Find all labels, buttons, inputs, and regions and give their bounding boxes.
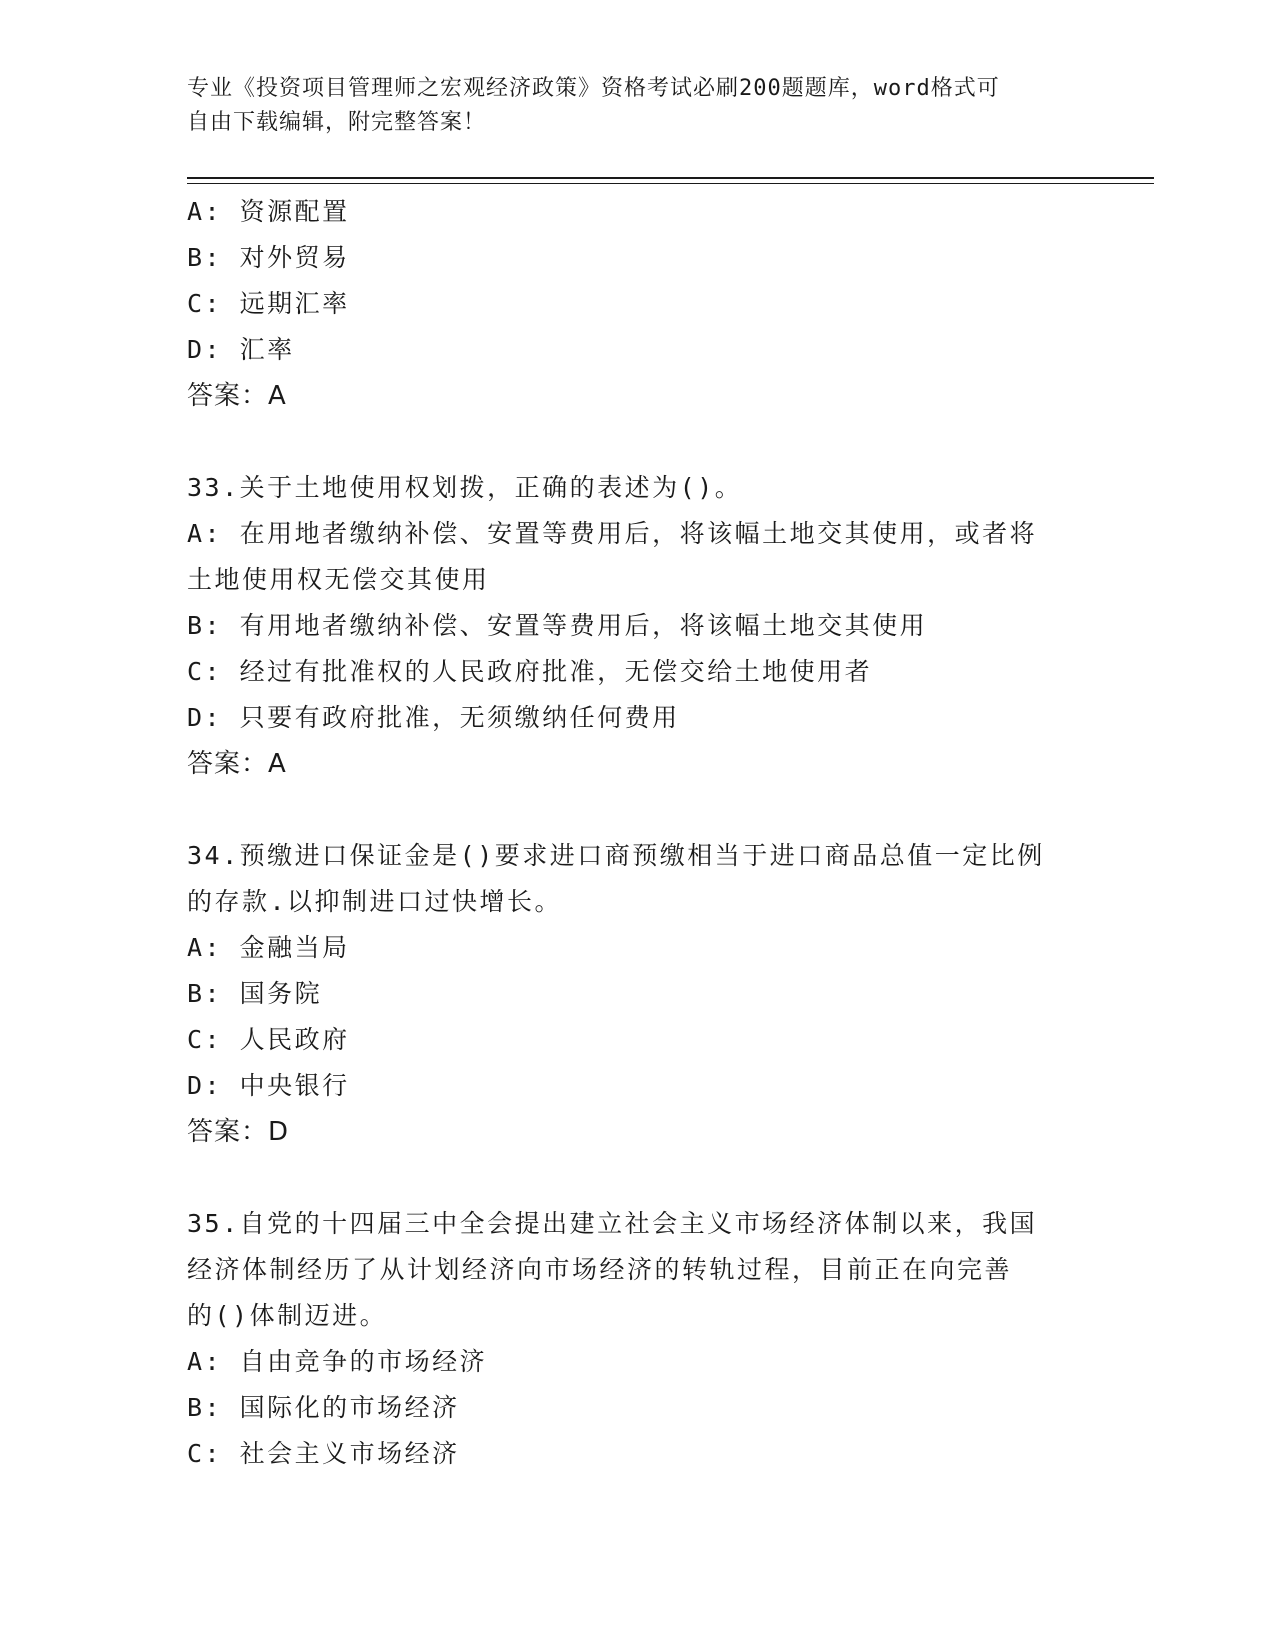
- header-divider-thick: [187, 177, 1154, 179]
- option-d: D: 中央银行: [187, 1071, 350, 1100]
- question-35: [187, 1201, 1087, 1477]
- option-c: C: 远期汇率: [187, 289, 350, 318]
- answer-label: 答案：A: [187, 381, 287, 411]
- option-a: A: 资源配置: [187, 197, 350, 226]
- option-c: C: 人民政府: [187, 1025, 350, 1054]
- option-a-continued: 土地使用权无偿交其使用: [187, 565, 490, 594]
- answer-label: 答案：A: [187, 749, 287, 779]
- option-b: B: 国际化的市场经济: [187, 1393, 460, 1422]
- question-stem-continued: 的存款.以抑制进口过快增长。: [187, 887, 563, 916]
- header-title-line-2: 自由下载编辑，附完整答案！: [187, 110, 487, 135]
- option-a: A: 在用地者缴纳补偿、安置等费用后，将该幅土地交其使用，或者将: [187, 519, 1038, 548]
- option-c: C: 社会主义市场经济: [187, 1439, 460, 1468]
- question-stem-continued: 的()体制迈进。: [187, 1301, 388, 1330]
- option-d: D: 汇率: [187, 335, 295, 364]
- question-34: [187, 833, 1087, 1155]
- option-a: A: 自由竞争的市场经济: [187, 1347, 488, 1376]
- header-title-line-1: 专业《投资项目管理师之宏观经济政策》资格考试必刷200题题库，word格式可: [187, 76, 1000, 101]
- option-b: B: 有用地者缴纳补偿、安置等费用后，将该幅土地交其使用: [187, 611, 928, 640]
- question-stem-continued: 经济体制经历了从计划经济向市场经济的转轨过程，目前正在向完善: [187, 1255, 1013, 1284]
- question-prev: [187, 189, 1087, 419]
- header-divider-thin: [187, 183, 1154, 184]
- spacer: [187, 1155, 1087, 1201]
- option-c: C: 经过有批准权的人民政府批准，无偿交给土地使用者: [187, 657, 873, 686]
- spacer: [187, 787, 1087, 833]
- answer-label: 答案：D: [187, 1117, 290, 1147]
- option-b: B: 国务院: [187, 979, 323, 1008]
- question-stem: 35.自党的十四届三中全会提出建立社会主义市场经济体制以来，我国: [187, 1209, 1038, 1238]
- option-d: D: 只要有政府批准，无须缴纳任何费用: [187, 703, 680, 732]
- question-33: [187, 465, 1087, 787]
- question-stem: 34.预缴进口保证金是()要求进口商预缴相当于进口商品总值一定比例: [187, 841, 1045, 870]
- question-stem: 33.关于土地使用权划拨，正确的表述为()。: [187, 473, 743, 502]
- option-a: A: 金融当局: [187, 933, 350, 962]
- document-header: [187, 72, 1067, 140]
- option-b: B: 对外贸易: [187, 243, 350, 272]
- question-list: [187, 189, 1087, 1477]
- spacer: [187, 419, 1087, 465]
